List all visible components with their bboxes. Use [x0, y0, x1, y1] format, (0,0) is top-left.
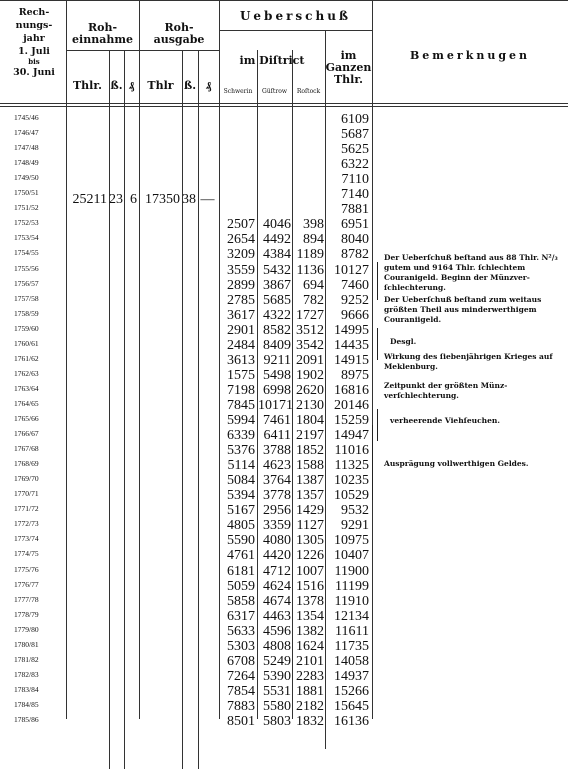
header-rostock: Roſtock — [296, 88, 321, 95]
cell-rostock: 1852 — [296, 443, 324, 459]
cell-rostock: 1387 — [296, 473, 324, 489]
cell-year: 1784/85 — [14, 699, 39, 709]
cell-schwerin: 4805 — [227, 518, 255, 534]
table-row — [0, 639, 568, 654]
cell-total: 9532 — [341, 503, 369, 519]
cell-rostock: 894 — [303, 232, 324, 248]
cell-total: 5687 — [341, 127, 369, 143]
cell-schwerin: 6317 — [227, 608, 255, 624]
cell-schwerin: 7845 — [227, 397, 255, 413]
table-row — [0, 428, 568, 443]
cell-schwerin: 6339 — [227, 428, 255, 444]
table-row — [0, 217, 568, 232]
table-row — [0, 202, 568, 217]
cell-schwerin: 7883 — [227, 698, 255, 714]
cell-schwerin: 5590 — [227, 533, 255, 549]
cell-schwerin: 7198 — [227, 382, 255, 398]
cell-schwerin: 2901 — [227, 322, 255, 338]
cell-year: 1747/48 — [14, 143, 39, 153]
cell-year: 1749/50 — [14, 173, 39, 183]
cell-rostock: 3542 — [296, 337, 324, 353]
cell-schwerin: 7854 — [227, 683, 255, 699]
cell-year: 1753/54 — [14, 233, 39, 243]
table-row — [0, 669, 568, 684]
cell-schwerin: 3209 — [227, 247, 255, 263]
cell-total: 12134 — [334, 608, 369, 624]
total-rohaus-thlr: 17350 — [145, 192, 180, 207]
cell-year: 1773/74 — [14, 534, 39, 544]
header-rohaus: Roh- ausgabe — [153, 21, 205, 46]
table-row — [0, 157, 568, 172]
cell-total: 10127 — [334, 262, 369, 278]
cell-guestrow: 4808 — [263, 638, 291, 654]
cell-guestrow: 7461 — [263, 413, 291, 428]
table-row — [0, 187, 568, 202]
cell-schwerin: 5059 — [227, 578, 255, 594]
header-sch-1: ß. — [110, 79, 123, 92]
cell-year: 1752/53 — [14, 218, 39, 228]
cell-rostock: 1305 — [296, 533, 324, 549]
cell-year: 1756/57 — [14, 278, 39, 288]
cell-guestrow: 4046 — [263, 217, 291, 233]
table-row — [0, 518, 568, 533]
cell-year: 1771/72 — [14, 504, 39, 514]
cell-rostock: 2130 — [296, 397, 324, 413]
cell-year: 1754/55 — [14, 248, 39, 258]
cell-guestrow: 4712 — [263, 563, 291, 579]
cell-year: 1768/69 — [14, 459, 39, 469]
cell-total: 11910 — [334, 593, 369, 609]
cell-schwerin: 2484 — [227, 337, 255, 353]
table-row — [0, 127, 568, 142]
note-5: Zeitpunkt der größten Münzverſchlechterung. — [384, 381, 508, 400]
cell-year: 1745/46 — [14, 113, 39, 122]
header-im-ganzen: im Ganzen Thlr. — [325, 49, 372, 86]
total-rohein-thlr: 25211 — [72, 192, 107, 207]
cell-total: 9666 — [341, 307, 369, 323]
cell-schwerin: 3559 — [227, 262, 255, 278]
cell-rostock: 2182 — [296, 698, 324, 714]
cell-guestrow: 8409 — [263, 337, 291, 353]
total-rohaus-pf: — — [200, 192, 215, 207]
note-7: Ausprägung vollwerthigen Geldes. — [384, 459, 529, 468]
header-sch-2: ß. — [183, 79, 197, 92]
table-row — [0, 443, 568, 458]
cell-guestrow: 4623 — [263, 458, 291, 474]
cell-rostock: 1832 — [296, 714, 324, 729]
cell-guestrow: 8582 — [263, 322, 291, 338]
cell-total: 5625 — [341, 142, 369, 158]
cell-total: 10975 — [334, 533, 369, 549]
cell-schwerin: 5084 — [227, 473, 255, 489]
cell-schwerin: 4761 — [227, 548, 255, 564]
cell-schwerin: 5114 — [227, 458, 255, 474]
cell-schwerin: 2654 — [227, 232, 255, 248]
cell-total: 7110 — [341, 172, 369, 188]
cell-guestrow: 4674 — [263, 593, 291, 609]
cell-year: 1772/73 — [14, 519, 39, 529]
cell-year: 1776/77 — [14, 579, 39, 589]
cell-total: 15266 — [334, 683, 369, 699]
cell-year: 1762/63 — [14, 368, 39, 378]
cell-guestrow: 5580 — [263, 698, 291, 714]
cell-total: 15259 — [334, 413, 369, 428]
cell-total: 11735 — [334, 638, 369, 654]
cell-rostock: 2283 — [296, 668, 324, 684]
cell-total: 6322 — [341, 157, 369, 173]
cell-total: 16816 — [334, 382, 369, 398]
cell-rostock: 1357 — [296, 488, 324, 504]
cell-guestrow: 9211 — [263, 352, 291, 368]
cell-total: 10235 — [334, 473, 369, 489]
brace — [377, 262, 383, 300]
table-row — [0, 624, 568, 639]
cell-schwerin: 5303 — [227, 638, 255, 654]
cell-schwerin: 2507 — [227, 217, 255, 233]
total-rohein-sch: 23 — [109, 192, 123, 207]
cell-schwerin: 5376 — [227, 443, 255, 459]
cell-total: 7881 — [341, 202, 369, 218]
cell-year: 1763/64 — [14, 383, 39, 393]
cell-year: 1757/58 — [14, 293, 39, 303]
cell-guestrow: 4492 — [263, 232, 291, 248]
cell-guestrow: 4080 — [263, 533, 291, 549]
cell-rostock: 1902 — [296, 367, 324, 383]
header-year: Rech- nungs- jahr 1. Juli bis 30. Juni — [13, 7, 55, 78]
cell-rostock: 398 — [303, 217, 324, 233]
cell-year: 1781/82 — [14, 654, 39, 664]
cell-schwerin: 5394 — [227, 488, 255, 504]
cell-rostock: 2197 — [296, 428, 324, 444]
cell-year: 1769/70 — [14, 474, 39, 484]
cell-guestrow: 4596 — [263, 623, 291, 639]
cell-year: 1755/56 — [14, 263, 39, 273]
cell-guestrow: 3359 — [263, 518, 291, 534]
cell-schwerin: 5167 — [227, 503, 255, 519]
cell-year: 1766/67 — [14, 429, 39, 439]
header-pf-2: ₰ — [205, 79, 212, 92]
cell-year: 1779/80 — [14, 624, 39, 634]
cell-total: 9252 — [341, 292, 369, 308]
cell-total: 14435 — [334, 337, 369, 353]
rule — [219, 30, 372, 31]
cell-guestrow: 4624 — [263, 578, 291, 594]
table-row — [0, 473, 568, 488]
cell-rostock: 1378 — [296, 593, 324, 609]
cell-guestrow: 3764 — [263, 473, 291, 489]
cell-rostock: 1624 — [296, 638, 324, 654]
header-pf-1: ₰ — [128, 79, 135, 92]
cell-year: 1761/62 — [14, 353, 39, 363]
header-thlr-2: Thlr — [147, 79, 174, 92]
cell-rostock: 694 — [303, 277, 324, 293]
cell-guestrow: 5498 — [263, 367, 291, 383]
cell-guestrow: 10171 — [258, 397, 293, 413]
cell-total: 6109 — [341, 112, 369, 127]
cell-guestrow: 5685 — [263, 292, 291, 308]
cell-schwerin: 5858 — [227, 593, 255, 609]
header-rohein: Roh- einnahme — [72, 21, 133, 46]
cell-guestrow: 3867 — [263, 277, 291, 293]
cell-schwerin: 5994 — [227, 413, 255, 428]
cell-rostock: 1804 — [296, 413, 324, 428]
cell-rostock: 1516 — [296, 578, 324, 594]
note-1: Der Ueberſchuß beſtand aus 88 Thlr. N²/₃ gutem und 9164 Thlr. ſchlechtem Couranigeld. Beginn der Münzverſchlechterung. — [384, 253, 558, 292]
table-row — [0, 112, 568, 127]
brace — [377, 328, 383, 360]
header-guestrow: Güſtrow — [262, 88, 287, 95]
cell-rostock: 1429 — [296, 503, 324, 519]
table-row — [0, 142, 568, 157]
note-2: Der Ueberſchuß beſtand zum weitaus größten Theil aus minderwerthigem Couraniigeld. — [384, 295, 542, 324]
cell-year: 1758/59 — [14, 308, 39, 318]
rule — [0, 103, 568, 104]
table-row — [0, 609, 568, 624]
header-schwerin: Schwerin — [223, 88, 253, 95]
cell-total: 11611 — [335, 623, 369, 639]
cell-guestrow: 5432 — [263, 262, 291, 278]
cell-rostock: 1354 — [296, 608, 324, 624]
total-rohein-pf: 6 — [130, 192, 137, 207]
cell-year: 1774/75 — [14, 549, 39, 559]
cell-year: 1751/52 — [14, 203, 39, 213]
cell-total: 20146 — [334, 397, 369, 413]
cell-total: 11900 — [334, 563, 369, 579]
cell-year: 1770/71 — [14, 489, 39, 499]
cell-guestrow: 4420 — [263, 548, 291, 564]
header-bemerkungen: Bemerknugen — [409, 49, 531, 62]
cell-total: 10407 — [334, 548, 369, 564]
note-6: verheerende Viehſeuchen. — [390, 416, 500, 425]
total-rohaus-sch: 38 — [182, 192, 196, 207]
cell-total: 14947 — [334, 428, 369, 444]
cell-total: 11016 — [334, 443, 369, 459]
cell-total: 14915 — [334, 352, 369, 368]
table-row — [0, 564, 568, 579]
cell-guestrow: 4463 — [263, 608, 291, 624]
cell-total: 15645 — [334, 698, 369, 714]
note-3: Desgl. — [390, 337, 417, 346]
cell-schwerin: 5633 — [227, 623, 255, 639]
cell-schwerin: 2899 — [227, 277, 255, 293]
table-row — [0, 172, 568, 187]
cell-rostock: 1382 — [296, 623, 324, 639]
cell-year: 1764/65 — [14, 398, 39, 408]
cell-schwerin: 3617 — [227, 307, 255, 323]
table-row — [0, 714, 568, 729]
cell-total: 6951 — [341, 217, 369, 233]
cell-total: 11325 — [334, 458, 369, 474]
cell-schwerin: 3613 — [227, 352, 255, 368]
cell-guestrow: 5390 — [263, 668, 291, 684]
cell-year: 1746/47 — [14, 128, 39, 138]
brace — [372, 425, 378, 500]
cell-guestrow: 3788 — [263, 443, 291, 459]
cell-rostock: 1007 — [296, 563, 324, 579]
header-thlr-1: Thlr. — [73, 79, 102, 92]
cell-total: 9291 — [341, 518, 369, 534]
table-row — [0, 684, 568, 699]
cell-rostock: 1189 — [296, 247, 324, 263]
cell-total: 14058 — [334, 653, 369, 669]
cell-year: 1778/79 — [14, 609, 39, 619]
table-row — [0, 533, 568, 548]
cell-rostock: 3512 — [296, 322, 324, 338]
cell-year: 1777/78 — [14, 594, 39, 604]
rule — [0, 0, 568, 1]
cell-total: 7140 — [341, 187, 369, 203]
rule — [0, 106, 568, 107]
cell-year: 1775/76 — [14, 564, 39, 574]
cell-year: 1783/84 — [14, 684, 39, 694]
table-row — [0, 654, 568, 669]
cell-guestrow: 3778 — [263, 488, 291, 504]
cell-schwerin: 2785 — [227, 292, 255, 308]
cell-guestrow: 6411 — [263, 428, 291, 444]
cell-rostock: 1727 — [296, 307, 324, 323]
cell-year: 1748/49 — [14, 158, 39, 168]
cell-total: 8782 — [341, 247, 369, 263]
cell-schwerin: 6708 — [227, 653, 255, 669]
cell-total: 14995 — [334, 322, 369, 338]
cell-guestrow: 4322 — [263, 307, 291, 323]
cell-year: 1782/83 — [14, 669, 39, 679]
header-im-district: im Diſtrict — [239, 54, 305, 67]
cell-total: 16136 — [334, 714, 369, 729]
cell-total: 10529 — [334, 488, 369, 504]
table-row — [0, 503, 568, 518]
cell-year: 1765/66 — [14, 414, 39, 423]
cell-year: 1759/60 — [14, 323, 39, 333]
cell-rostock: 1588 — [296, 458, 324, 474]
cell-schwerin: 1575 — [227, 367, 255, 383]
rule — [66, 50, 220, 51]
cell-schwerin: 8501 — [227, 714, 255, 729]
table-row — [0, 232, 568, 247]
cell-year: 1785/86 — [14, 715, 39, 724]
cell-rostock: 2091 — [296, 352, 324, 368]
cell-guestrow: 5249 — [263, 653, 291, 669]
cell-rostock: 2101 — [296, 653, 324, 669]
cell-guestrow: 2956 — [263, 503, 291, 519]
cell-guestrow: 5803 — [263, 714, 291, 729]
cell-rostock: 1136 — [296, 262, 324, 278]
cell-guestrow: 6998 — [263, 382, 291, 398]
table-row — [0, 548, 568, 563]
table-row — [0, 699, 568, 714]
cell-total: 11199 — [335, 578, 369, 594]
cell-schwerin: 7264 — [227, 668, 255, 684]
cell-year: 1780/81 — [14, 639, 39, 649]
cell-rostock: 2620 — [296, 382, 324, 398]
cell-rostock: 1881 — [296, 683, 324, 699]
header-ueberschuss: Ueberschuß — [239, 9, 352, 23]
cell-year: 1767/68 — [14, 444, 39, 454]
cell-total: 8975 — [341, 367, 369, 383]
cell-total: 8040 — [341, 232, 369, 248]
cell-schwerin: 6181 — [227, 563, 255, 579]
cell-year: 1750/51 — [14, 188, 39, 198]
cell-rostock: 1127 — [296, 518, 324, 534]
table-row — [0, 488, 568, 503]
cell-rostock: 1226 — [296, 548, 324, 564]
cell-total: 14937 — [334, 668, 369, 684]
table-row — [0, 594, 568, 609]
cell-total: 7460 — [341, 277, 369, 293]
cell-guestrow: 5531 — [263, 683, 291, 699]
cell-guestrow: 4384 — [263, 247, 291, 263]
cell-year: 1760/61 — [14, 338, 39, 348]
note-4: Wirkung des ſiebenjährigen Krieges auf Meklenburg. — [384, 352, 553, 371]
cell-rostock: 782 — [303, 292, 324, 308]
table-row — [0, 579, 568, 594]
